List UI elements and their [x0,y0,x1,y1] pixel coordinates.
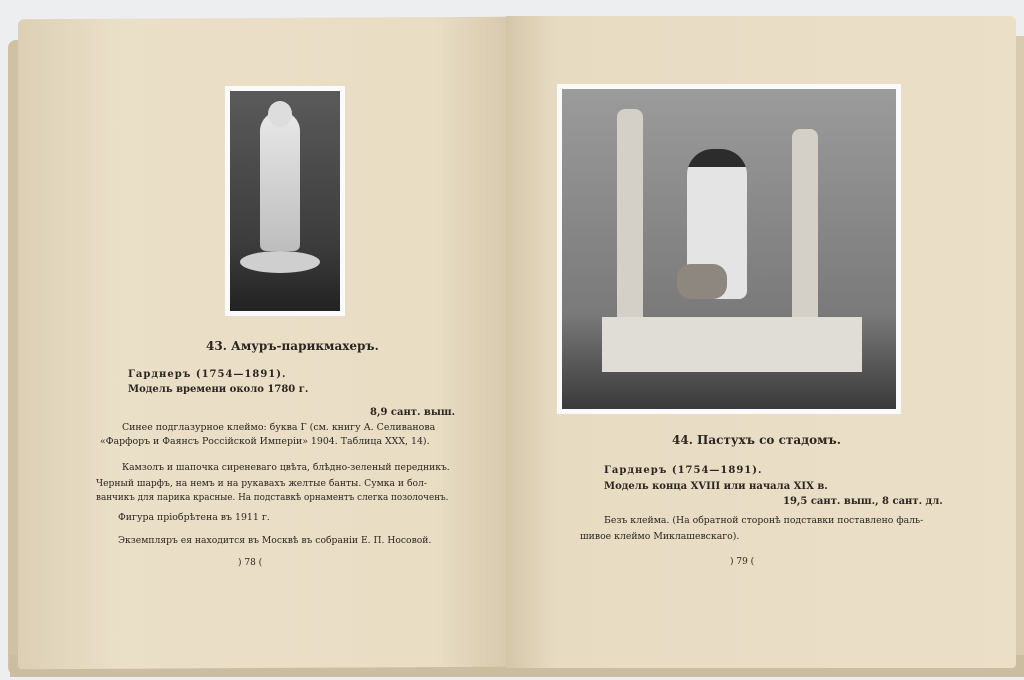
text-line: Безъ клейма. (На обратной сторонѣ подставки поставлено фаль- [604,515,924,526]
dimensions: 8,9 сант. выш. [370,407,456,418]
text-line: Фигура пріобрѣтена въ 1911 г. [118,512,270,523]
text-line: шивое клеймо Миклашевскаго). [580,531,740,542]
figurine-base [240,251,320,273]
figurine-body [260,111,300,251]
model-line: Модель конца XVIII или начала XIX в. [604,481,828,492]
tree-left [617,109,643,329]
dog [677,264,727,299]
text-line: Черный шарфъ, на немъ и на рукавахъ желтые банты. Сумка и бол- [96,478,427,489]
tree-right [792,129,818,329]
text-line: «Фарфоръ и Фаянсъ Россійской Имперіи» 1904. Таблица XXX, 14). [100,436,430,447]
text-line: Камзолъ и шапочка сиреневаго цвѣта, блѣдно-зеленый передникъ. [122,462,450,473]
page-number-78: ) 78 ( [238,558,263,568]
maker-line: Гарднеръ (1754—1891). [604,465,763,476]
item-title-44: 44. Пастухъ со стадомъ. [672,433,841,447]
item-title-43: 43. Амуръ-парикмахеръ. [206,339,379,353]
text-line: ванчикъ для парика красные. На подставкѣ орнаментъ слегка позолоченъ. [96,493,449,503]
model-line: Модель времени около 1780 г. [128,384,309,395]
figurine-head [268,101,292,127]
text-line: Синее подглазурное клеймо: буква Г (см. книгу А. Селиванова [122,422,436,433]
figurine-photo-cupid-hairdresser [225,86,345,316]
page-number-79: ) 79 ( [730,557,755,567]
text-line: Экземпляръ ея находится въ Москвѣ въ собраніи Е. П. Носовой. [118,535,432,546]
maker-line: Гарднеръ (1754—1891). [128,369,287,380]
dimensions: 19,5 сант. выш., 8 сант. дл. [783,496,943,507]
figurine-base [602,317,862,372]
figurine-photo-shepherd [557,84,901,414]
